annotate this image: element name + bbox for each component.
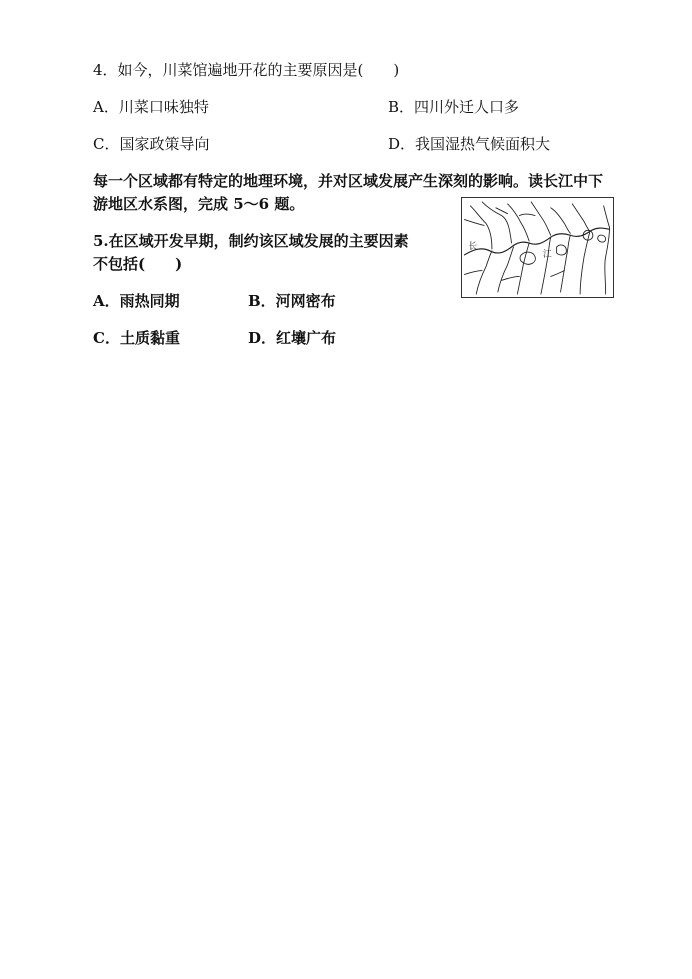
q5-stem-line-1: 5.在区域开发早期，制约该区域发展的主要因素 — [93, 232, 409, 250]
river-system-map — [461, 197, 614, 298]
map-label-jiang: 江 — [542, 249, 552, 260]
q5-option-c: C．土质黏重 — [93, 329, 180, 347]
q5-option-b: B．河网密布 — [248, 292, 336, 310]
q4-option-d: D．我国湿热气候面积大 — [388, 135, 551, 153]
q5-option-d: D．红壤广布 — [248, 329, 337, 347]
q4-option-c: C．国家政策导向 — [93, 135, 210, 153]
river-system-svg — [462, 198, 613, 297]
intro-line-1: 每一个区域都有特定的地理环境，并对区域发展产生深刻的影响。读长江中下 — [93, 172, 604, 190]
q4-stem: 4．如今，川菜馆遍地开花的主要原因是( ) — [93, 61, 400, 79]
q5-option-a: A．雨热同期 — [93, 292, 180, 310]
q5-stem-line-2: 不包括( ) — [93, 255, 183, 273]
intro-line-2: 游地区水系图，完成 5～6 题。 — [93, 195, 305, 213]
q4-option-b: B．四川外迁人口多 — [388, 98, 520, 116]
map-label-chang: 长 — [468, 241, 478, 252]
q4-option-a: A．川菜口味独特 — [93, 98, 209, 116]
